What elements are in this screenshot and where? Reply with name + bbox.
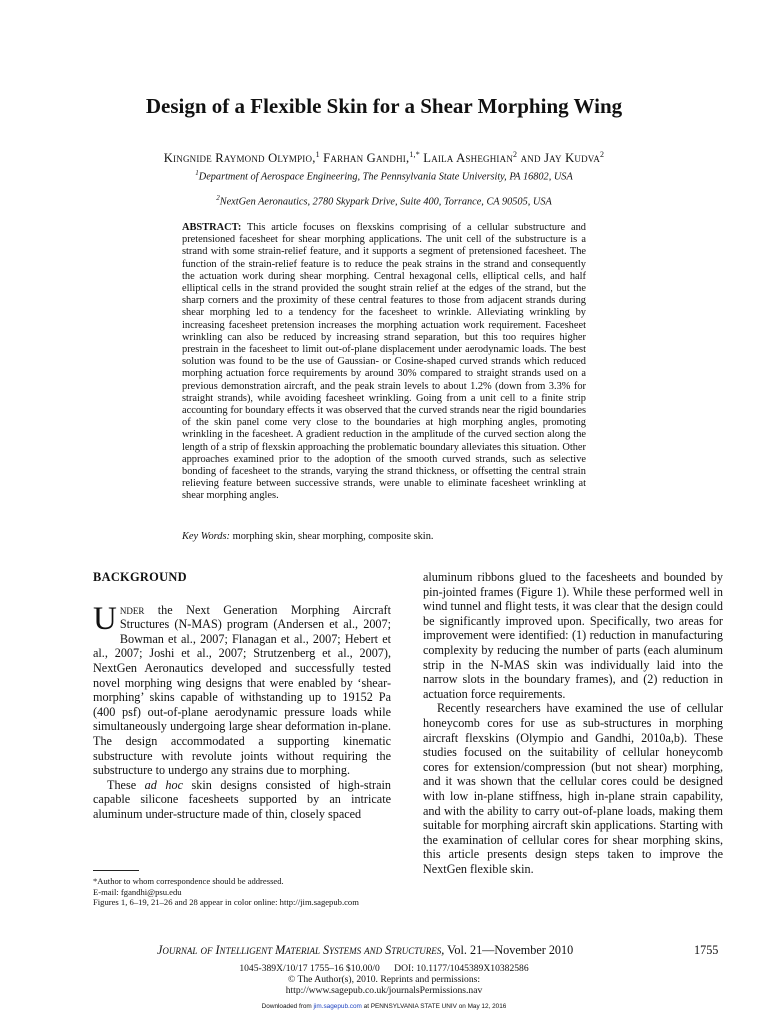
left-column (93, 568, 391, 822)
author-list (0, 146, 768, 167)
background-paragraph-4: Recently researchers have examined the use of cellular honeycomb cores for use as sub-structures in morphing aircraft flexskins (Olympio and Gandhi, 2010a,b). These studies focused on the suitability of cellular honeycomb cores for extension/compression (but not shear) morphing, and it was shown that the cellular cores could be designed with low in-plane stiffness, high in-plane strain capability, and with the ability to carry out-of-plane loads, making them suitable for morphing aircraft skin applications. Starting with the examination of cellular cores for shear morphing skins, this article presents design steps taken to improve the NextGen flexible skin. (423, 701, 723, 876)
background-paragraph-1 (93, 600, 391, 778)
background-paragraph-2 (93, 778, 391, 822)
right-column (423, 570, 723, 876)
author-gandhi: Farhan Gandhi, (323, 151, 410, 166)
abstract-text: This article focuses on flexskins comprising of a cellular substructure and pretensioned facesheet for shear morphing applications. The unit cell of the substructure is a strand with some strain-relief feature, and it supports a segment of pretensioned facesheet. The function of the strain-relief feature is to reduce the peak strains in the strand and consequently the actuation work during shear morphing. Central hexagonal cells, elliptical cells, and half elliptical cells in the strand provided the sought strain relief at the edges of the strand, but the sharp corners and the proximity of these central features to those from adjacent strands during shear morphing led to a tendency for the facesheet to wrinkle. Alleviating wrinkling by increasing facesheet pretension increases the morphing actuation work requirement. Facesheet wrinkling can also be reduced by increasing strand separation, but this too requires higher prestrain in the facesheet to limit out-of-plane displacement under aerodynamic loads. The best solution was found to be the use of Gaussian- or Cosine-shaped curved strands which reduced morphing actuation force requirements by around 30% compared to straight strands used on a previous demonstration aircraft, and the peak strain levels to about 1.2% (down from 3.3% for straight strands), while avoiding facesheet wrinkling. Going from a unit cell to a finite strip accounting for boundary effects it was observed that the curved strands near the rigid boundaries of the skin panel come very close to the boundaries at high morphing angles, promoting wrinkling in the facesheet. A gradient reduction in the amplitude of the curved section along the length of a strip of flexskin approaching the problematic boundary alleviates this situation. Other approaches examined prior to the adoption of the smooth curved strands, such as selective bonding of facesheet to the strands, varying the strand thickness, or offsetting the central strain relieving feature between successive strands, were unable to eliminate facesheet wrinkling at shear morphing angles. (182, 222, 586, 502)
author-asheghian: Laila Asheghian (423, 151, 514, 166)
italic-term: ad hoc (144, 777, 183, 792)
footnote-correspondence: *Author to whom correspondence should be addressed. (93, 876, 284, 886)
copyright-line: © The Author(s), 2010. Reprints and permissions: (287, 974, 481, 985)
author-affil-mark: 2 (513, 150, 518, 159)
download-text: at PENNSYLVANIA STATE UNIV on May 12, 2016 (361, 1003, 507, 1010)
journal-citation (157, 943, 717, 958)
drop-cap: U (93, 600, 117, 637)
author-affil-mark: 1 (315, 150, 320, 159)
paragraph-text: skin designs consisted of high-strain capable silicone facesheets supported by an intricate aluminum under-structure made of thin, closely spaced (93, 777, 391, 821)
permissions-url: http://www.sagepub.co.uk/journalsPermissions.nav (285, 985, 483, 996)
paragraph-text: the Next Generation Morphing Aircraft Structures (N-MAS) program (Andersen et al., 2007; Bowman et al., 2007; Flanagan et al., 2007; Hebert et al., 2007; Joshi et al., 2007; Strutzenberg et al., 2007), NextGen Aeronautics developed and successfully tested novel morphing wing designs that were enabled by ‘shear-morphing’ skins capable of withstanding up to 19152 Pa (400 psf) out-of-plane aerodynamic pressure loads while simultaneously undergoing large shear deformation in-plane. The design accommodated a supporting kinematic substructure with revolute joints without requiring the substructure to undergo any strains due to morphing. (93, 602, 391, 778)
page-number: 1755 (694, 943, 719, 957)
affiliation-mark: 1 (195, 169, 199, 177)
author-kudva: Jay Kudva (544, 151, 601, 166)
footnote-divider (93, 870, 139, 871)
lead-in-word: nder (119, 602, 145, 617)
journal-name: Journal of Intelligent Material Systems and Structures, (157, 943, 445, 957)
abstract (182, 222, 586, 503)
keywords-text: morphing skin, shear morphing, composite skin. (232, 531, 434, 542)
download-text: Downloaded from (261, 1003, 314, 1010)
affiliation-text: NextGen Aeronautics, 2780 Skypark Drive, Suite 400, Torrance, CA 90505, USA (219, 196, 552, 208)
affiliation-1 (0, 166, 768, 184)
affiliation-mark: 2 (216, 194, 220, 202)
issn-doi-line: 1045-389X/10/17 1755–16 $10.00/0 DOI: 10.1177/1045389X10382586 (239, 963, 529, 974)
keywords-label: Key Words: (182, 531, 231, 542)
download-link[interactable]: jim.sagepub.com (313, 1003, 362, 1010)
download-notice (0, 1003, 768, 1010)
paper-title: Design of a Flexible Skin for a Shear Morphing Wing (145, 94, 623, 118)
footnote-figures: Figures 1, 6–19, 21–26 and 28 appear in color online: http://jim.sagepub.com (93, 897, 359, 908)
footnote-email: E-mail: fgandhi@psu.edu (93, 886, 182, 897)
author-olympio: Kingnide Raymond Olympio, (163, 151, 316, 166)
keywords (182, 530, 586, 543)
paragraph-text: These (107, 777, 145, 792)
journal-volume: Vol. 21—November 2010 (444, 943, 574, 957)
affiliation-text: Department of Aerospace Engineering, The Pennsylvania State University, PA 16802, USA (198, 171, 573, 183)
background-paragraph-3: aluminum ribbons glued to the facesheets and bounded by pin-jointed frames (Figure 1). While these performed well in wind tunnel and flight tests, it was clear that the design could be significantly improved upon. Specifically, two areas for improvement were identified: (1) reduction in manufacturing complexity by reducing the number of parts (each aluminum strip in the N-MAS skin was individually laid into the narrow slots in the boundary frames), and (2) reduction in actuation force requirements. (423, 570, 723, 701)
abstract-label: ABSTRACT: (182, 222, 242, 233)
footnotes (93, 876, 403, 908)
section-heading-background: BACKGROUND (93, 570, 187, 584)
author-affil-mark: 2 (600, 150, 605, 159)
publication-meta (0, 963, 768, 996)
author-conjunction: and (520, 151, 541, 166)
author-affil-mark: 1,* (409, 150, 420, 159)
affiliation-2 (0, 191, 768, 209)
